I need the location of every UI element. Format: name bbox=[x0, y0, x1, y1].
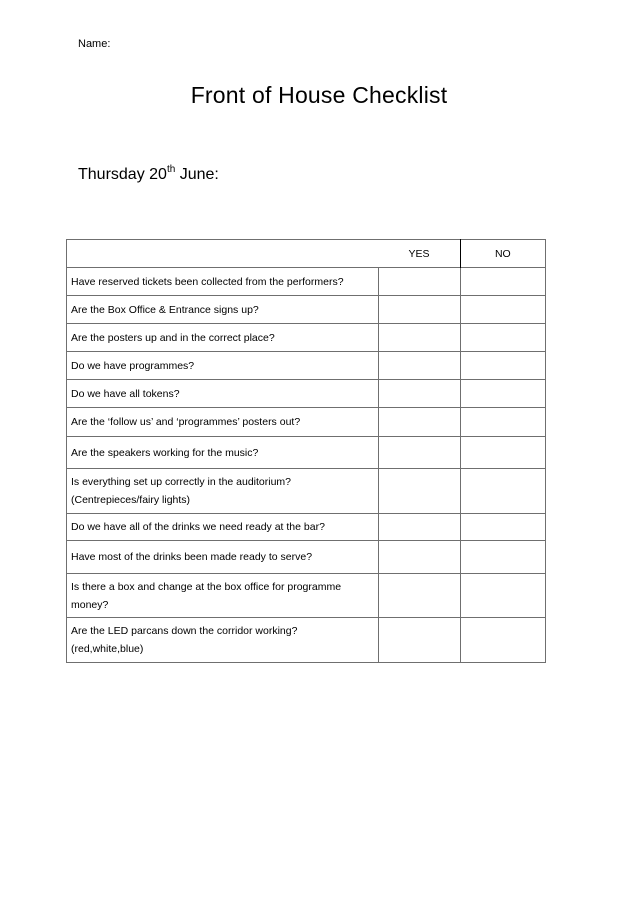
checklist-question bbox=[67, 514, 379, 541]
yes-checkbox-cell[interactable] bbox=[378, 469, 460, 514]
no-checkbox-cell[interactable] bbox=[460, 437, 545, 469]
table-row bbox=[67, 618, 546, 663]
yes-checkbox-cell[interactable] bbox=[378, 541, 460, 574]
yes-column-header: YES bbox=[408, 247, 430, 260]
table-row bbox=[67, 408, 546, 437]
no-checkbox-cell[interactable] bbox=[460, 324, 545, 352]
checklist-question bbox=[67, 541, 379, 574]
no-checkbox-cell[interactable] bbox=[460, 380, 545, 408]
date-suffix: June: bbox=[175, 166, 219, 183]
table-row bbox=[67, 296, 546, 324]
question-note: (Centrepieces/fairy lights) bbox=[71, 494, 191, 506]
yes-checkbox-cell[interactable] bbox=[378, 268, 460, 296]
yes-checkbox-cell[interactable] bbox=[378, 408, 460, 437]
name-label: Name: bbox=[78, 38, 111, 50]
question-text: Is everything set up correctly in the auditorium? bbox=[71, 476, 292, 488]
checklist-question bbox=[67, 437, 379, 469]
table-row bbox=[67, 380, 546, 408]
checklist-question bbox=[67, 408, 379, 437]
date-heading bbox=[78, 166, 219, 184]
page-title: Front of House Checklist bbox=[190, 82, 448, 108]
question-text: Are the posters up and in the correct place? bbox=[71, 331, 275, 344]
yes-checkbox-cell[interactable] bbox=[378, 380, 460, 408]
question-text: Do we have all tokens? bbox=[71, 387, 180, 400]
question-text: Do we have programmes? bbox=[71, 359, 195, 372]
no-checkbox-cell[interactable] bbox=[460, 469, 545, 514]
question-column-header bbox=[67, 240, 379, 268]
no-checkbox-cell[interactable] bbox=[460, 268, 545, 296]
table-row bbox=[67, 268, 546, 296]
no-checkbox-cell[interactable] bbox=[460, 574, 545, 618]
yes-checkbox-cell[interactable] bbox=[378, 514, 460, 541]
question-text: Have reserved tickets been collected from the performers? bbox=[71, 275, 344, 288]
question-text: Are the LED parcans down the corridor working? bbox=[71, 625, 298, 637]
question-text: Have most of the drinks been made ready to serve? bbox=[71, 551, 313, 563]
checklist-question bbox=[67, 469, 379, 514]
checklist-question bbox=[67, 618, 379, 663]
checklist-question bbox=[67, 268, 379, 296]
yes-checkbox-cell[interactable] bbox=[378, 574, 460, 618]
yes-checkbox-cell[interactable] bbox=[378, 618, 460, 663]
checklist-question bbox=[67, 296, 379, 324]
question-text: Are the ‘follow us’ and ‘programmes’ posters out? bbox=[71, 416, 301, 428]
checklist-question bbox=[67, 324, 379, 352]
checklist-question bbox=[67, 380, 379, 408]
table-row bbox=[67, 574, 546, 618]
no-checkbox-cell[interactable] bbox=[460, 408, 545, 437]
checklist-question bbox=[67, 574, 379, 618]
yes-checkbox-cell[interactable] bbox=[378, 324, 460, 352]
yes-checkbox-cell[interactable] bbox=[378, 352, 460, 380]
question-text: Is there a box and change at the box office for programme bbox=[71, 580, 342, 593]
question-text: Are the speakers working for the music? bbox=[71, 446, 259, 459]
checklist-question bbox=[67, 352, 379, 380]
question-text: Do we have all of the drinks we need ready at the bar? bbox=[71, 521, 325, 533]
table-row bbox=[67, 352, 546, 380]
no-checkbox-cell[interactable] bbox=[460, 352, 545, 380]
date-superscript: th bbox=[166, 164, 176, 175]
no-checkbox-cell[interactable] bbox=[460, 514, 545, 541]
table-row bbox=[67, 514, 546, 541]
yes-checkbox-cell[interactable] bbox=[378, 437, 460, 469]
no-checkbox-cell[interactable] bbox=[460, 296, 545, 324]
question-text: Are the Box Office & Entrance signs up? bbox=[71, 303, 259, 316]
table-row bbox=[67, 469, 546, 514]
question-note: (red,white,blue) bbox=[71, 643, 144, 655]
table-row bbox=[67, 541, 546, 574]
no-checkbox-cell[interactable] bbox=[460, 541, 545, 574]
question-note: money? bbox=[71, 598, 109, 611]
date-prefix: Thursday 20 bbox=[78, 166, 167, 183]
no-column-header: NO bbox=[460, 240, 545, 268]
table-row bbox=[67, 437, 546, 469]
table-row bbox=[67, 324, 546, 352]
checklist-table bbox=[66, 239, 546, 663]
yes-checkbox-cell[interactable] bbox=[378, 296, 460, 324]
table-header-row bbox=[67, 240, 546, 268]
no-checkbox-cell[interactable] bbox=[460, 618, 545, 663]
